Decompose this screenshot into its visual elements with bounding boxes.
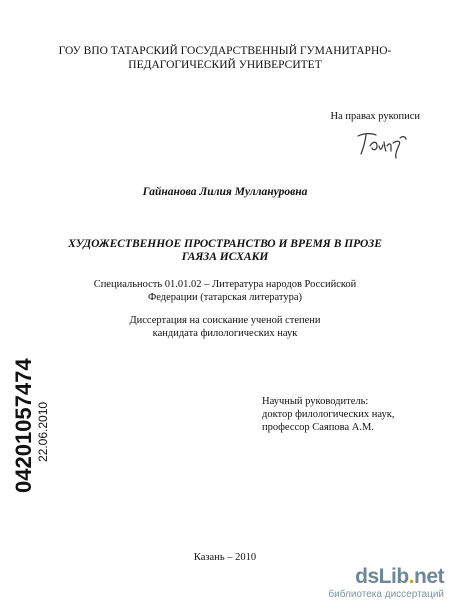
supervisor-line-2: доктор филологических наук, xyxy=(262,409,395,420)
watermark-logo: dsLib.net xyxy=(355,565,444,588)
degree-line-1: Диссертация на соискание ученой степени xyxy=(129,315,321,326)
handwritten-signature xyxy=(354,128,414,160)
institution-line-1: ГОУ ВПО ТАТАРСКИЙ ГОСУДАРСТВЕННЫЙ ГУМАНИТАРНО- xyxy=(58,45,392,57)
stamp-date: 22.06.2010 xyxy=(36,401,50,462)
supervisor-block xyxy=(262,395,395,434)
manuscript-rights-note: На правах рукописи xyxy=(330,111,420,122)
specialty-line-1: Специальность 01.01.02 – Литература народов Российской xyxy=(93,279,357,290)
institution-line-2: ПЕДАГОГИЧЕСКИЙ УНИВЕРСИТЕТ xyxy=(128,59,322,71)
stamp-number: 04201057474 xyxy=(11,358,36,493)
institution-header xyxy=(0,44,450,72)
title-line-2: ГАЯЗА ИСХАКИ xyxy=(181,251,269,263)
library-stamp xyxy=(6,358,50,494)
degree-line-2: кандидата филологических наук xyxy=(152,328,298,339)
supervisor-line-1: Научный руководитель: xyxy=(262,396,369,407)
dissertation-title xyxy=(0,238,450,264)
degree-statement xyxy=(0,314,450,340)
specialty xyxy=(0,278,450,304)
title-line-1: ХУДОЖЕСТВЕННОЕ ПРОСТРАНСТВО И ВРЕМЯ В ПРОЗЕ xyxy=(68,238,382,250)
watermark-subtitle: библиотека диссертаций xyxy=(328,589,444,600)
specialty-line-2: Федерации (татарская литература) xyxy=(147,292,302,303)
supervisor-line-3: профессор Саяпова А.М. xyxy=(262,422,374,433)
dslib-watermark xyxy=(309,566,444,612)
city-year: Казань – 2010 xyxy=(193,552,257,563)
author-name: Гайнанова Лилия Муллануровна xyxy=(142,186,308,198)
